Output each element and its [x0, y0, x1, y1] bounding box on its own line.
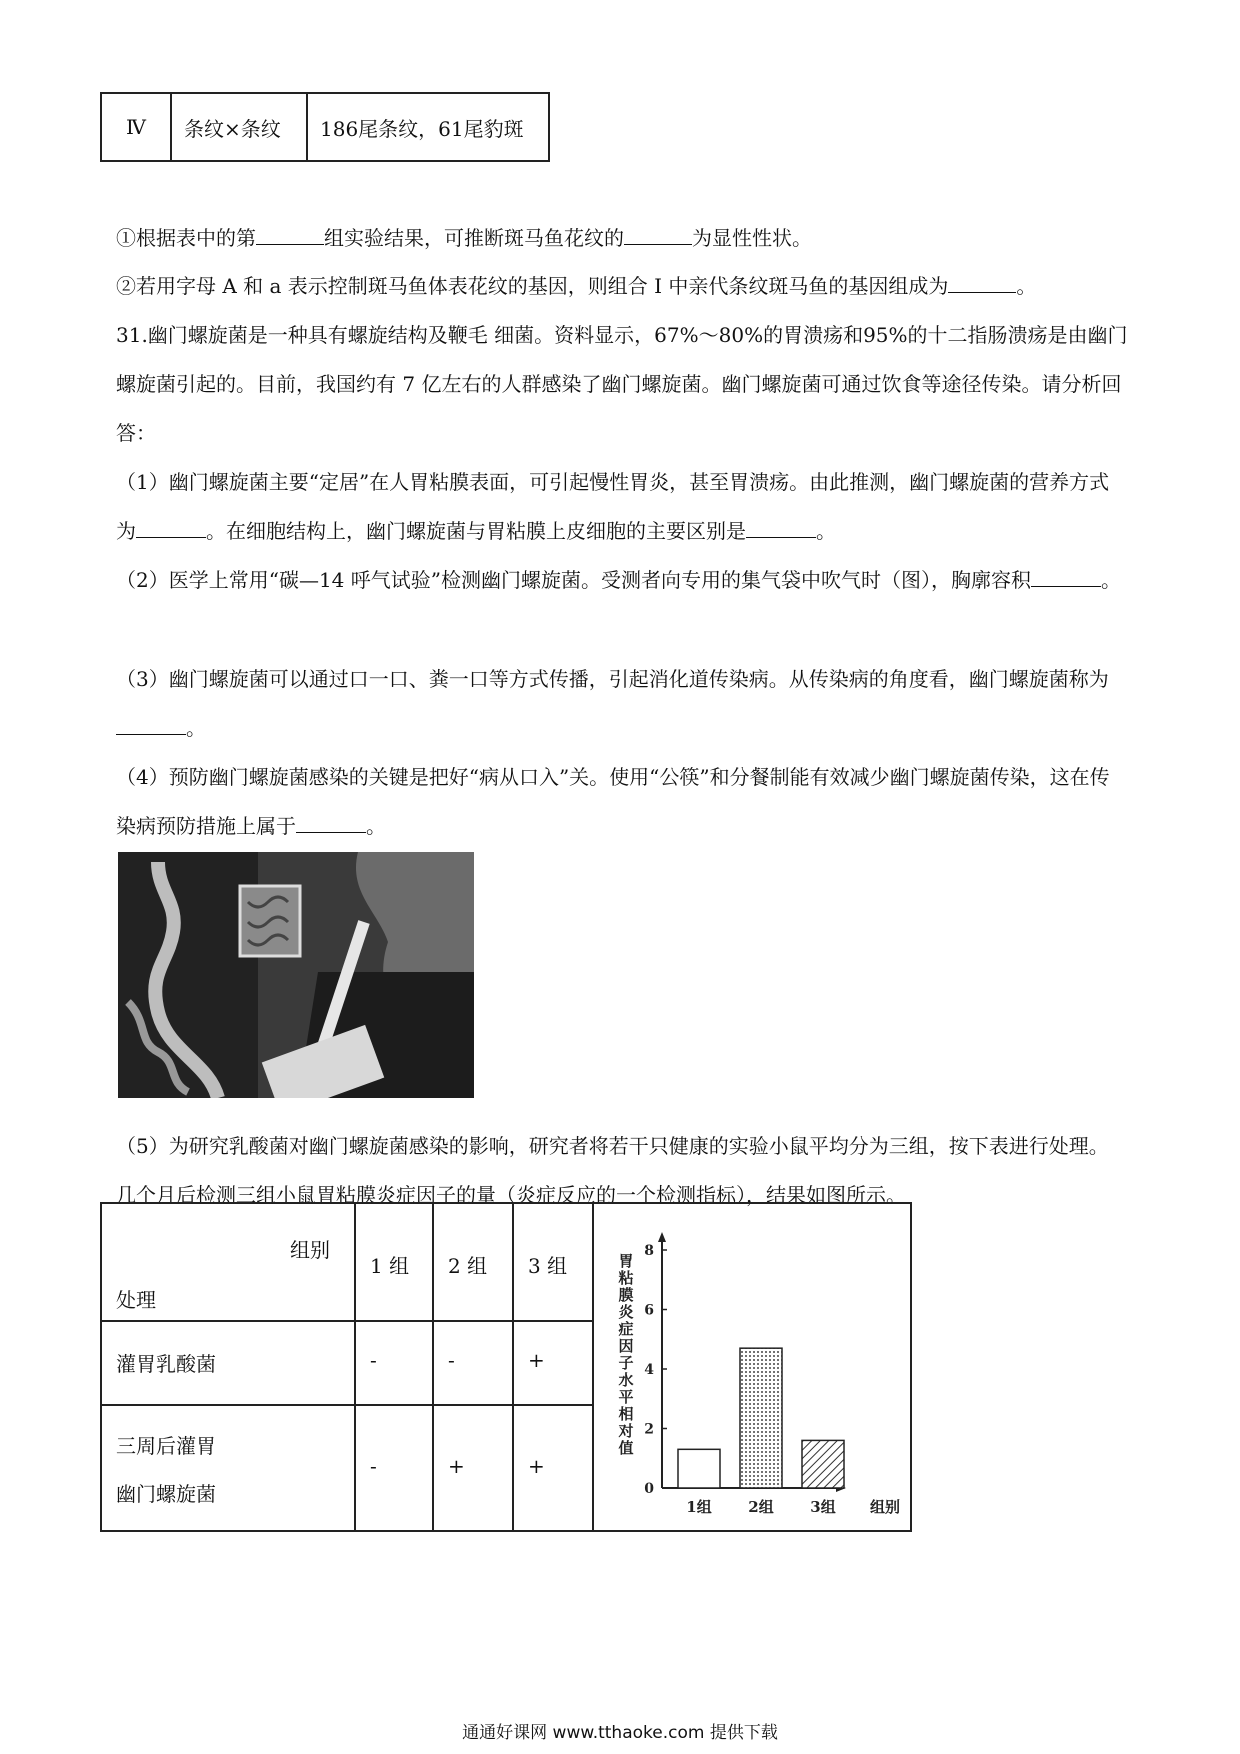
table-cell: - — [448, 1348, 455, 1372]
answer-blank — [256, 224, 324, 245]
table-cell: - — [370, 1454, 377, 1478]
row-label: 灌胃乳酸菌 — [116, 1352, 216, 1376]
y-label-char: 水 — [618, 1371, 634, 1389]
y-label-char: 炎 — [618, 1303, 634, 1321]
y-label-char: 胃 — [618, 1252, 634, 1270]
y-label-char: 因 — [618, 1337, 634, 1355]
q31-sub1: （1）幽门螺旋菌主要“定居”在人胃粘膜表面，可引起慢性胃炎，甚至胃溃疡。由此推测，幽门螺旋菌的营养方式为 。在细胞结构上，幽门螺旋菌与胃粘膜上皮细胞的主要区别是 。 — [116, 470, 1110, 543]
answer-blank — [296, 812, 366, 833]
group-cell: Ⅳ — [101, 93, 171, 161]
bar — [678, 1449, 720, 1488]
answer-blank — [624, 224, 692, 245]
bars — [678, 1348, 844, 1488]
breath-test-illustration — [118, 852, 474, 1098]
y-label-char: 相 — [618, 1405, 634, 1423]
row-label: 幽门螺旋菌 — [116, 1482, 216, 1506]
y-tick-label: 8 — [644, 1243, 654, 1259]
corner-header-treatment: 处理 — [116, 1288, 156, 1312]
y-label-char: 值 — [618, 1439, 634, 1457]
y-tick-label: 4 — [644, 1362, 654, 1378]
y-label-char: 对 — [618, 1422, 634, 1440]
q31-sub5: （5）为研究乳酸菌对幽门螺旋菌感染的影响，研究者将若干只健康的实验小鼠平均分为三组，按下表进行处理。几个月后检测三组小鼠胃粘膜炎症因子的量（炎症反应的一个检测指标），结果如图所示。 — [116, 1134, 1109, 1207]
q31-intro: 31.幽门螺旋菌是一种具有螺旋结构及鞭毛 细菌。资料显示，67%～80%的胃溃疡和95%的十二指肠溃疡是由幽门螺旋菌引起的。目前，我国约有 7 亿左右的人群感染了幽门螺旋菌。幽门螺旋菌可通过饮食等途径传染。请分析回答： — [116, 323, 1128, 445]
y-label-char: 粘 — [618, 1269, 634, 1287]
y-label-char: 症 — [618, 1320, 634, 1338]
answer-blank — [116, 714, 186, 735]
col-header: 3 组 — [528, 1254, 568, 1278]
cross-result-table — [100, 92, 550, 162]
footer-text: 通通好课网 www.tthaoke.com 提供下载 — [462, 1723, 778, 1743]
treatment-table — [100, 1202, 912, 1532]
breath-test-photo — [118, 852, 474, 1098]
table-cell: + — [528, 1454, 545, 1478]
bar — [802, 1440, 844, 1488]
q1-part1: ①根据表中的第 组实验结果，可推断斑马鱼花纹的 为显性性状。 — [116, 226, 812, 250]
x-tick-label: 1组 — [686, 1498, 712, 1516]
answer-blank — [948, 272, 1016, 293]
x-tick-label: 3组 — [810, 1498, 836, 1516]
cross-cell: 条纹×条纹 — [171, 93, 307, 161]
answer-blank — [746, 517, 816, 538]
y-label-char: 子 — [618, 1354, 634, 1372]
table-cell: - — [370, 1348, 377, 1372]
table-cell: + — [528, 1348, 545, 1372]
answer-blank — [136, 517, 206, 538]
answer-blank — [1031, 566, 1101, 587]
row-label: 三周后灌胃 — [116, 1434, 216, 1458]
q31-sub4: （4）预防幽门螺旋菌感染的关键是把好“病从口入”关。使用“公筷”和分餐制能有效减少幽门螺旋菌传染，这在传染病预防措施上属于 。 — [116, 765, 1110, 838]
y-tick-label: 6 — [644, 1302, 654, 1319]
bar — [740, 1348, 782, 1488]
col-header: 2 组 — [448, 1254, 488, 1278]
corner-header-group: 组别 — [290, 1238, 330, 1262]
q1-part2: ②若用字母 A 和 a 表示控制斑马鱼体表花纹的基因，则组合 I 中亲代条纹斑马鱼的基因组成为 。 — [116, 274, 1037, 298]
table-cell: + — [448, 1454, 465, 1478]
inflammation-bar-chart — [596, 1206, 910, 1532]
q31-sub3: （3）幽门螺旋菌可以通过口一口、粪一口等方式传播，引起消化道传染病。从传染病的角度看，幽门螺旋菌称为。 — [116, 667, 1109, 740]
y-label-char: 平 — [618, 1388, 634, 1406]
y-axis-arrow — [658, 1232, 666, 1242]
y-tick-label: 0 — [644, 1481, 654, 1497]
result-cell: 186尾条纹，61尾豹斑 — [307, 93, 549, 161]
x-axis-label: 组别 — [870, 1498, 901, 1516]
col-header: 1 组 — [370, 1254, 410, 1278]
y-axis-label — [617, 1252, 634, 1457]
y-label-char: 膜 — [618, 1286, 634, 1304]
x-tick-label: 2组 — [748, 1498, 774, 1516]
y-tick-label: 2 — [644, 1421, 654, 1438]
y-ticks — [644, 1243, 667, 1497]
q31-sub2: （2）医学上常用“碳—14 呼气试验”检测幽门螺旋菌。受测者向专用的集气袋中吹气时（图），胸廓容积 。 — [116, 568, 1121, 592]
x-ticks — [686, 1498, 835, 1516]
table-row — [101, 93, 549, 161]
